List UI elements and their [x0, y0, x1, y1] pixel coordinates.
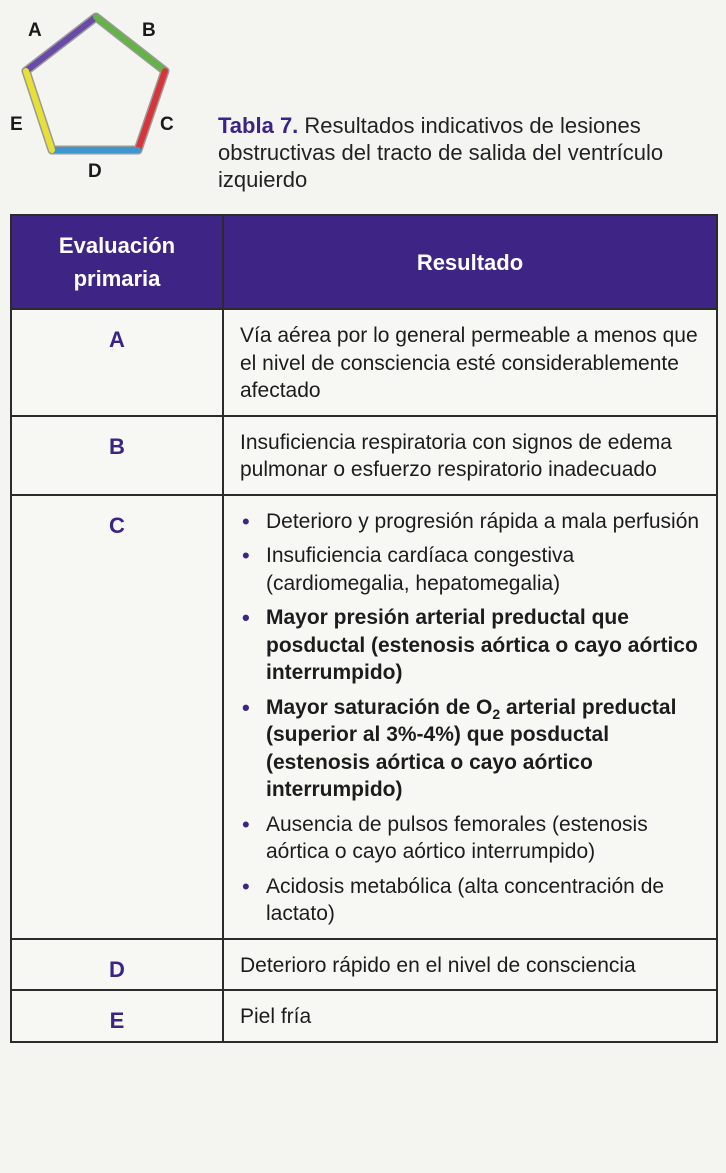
- header-result: Resultado: [223, 215, 717, 309]
- bullet-item: [240, 542, 706, 597]
- row-result-e: Piel fría: [223, 990, 717, 1042]
- pentagon-side-e: [26, 71, 52, 150]
- table-row-a: [11, 309, 717, 416]
- header-primary-evaluation-line1: Evaluación: [58, 233, 176, 258]
- pentagon-side-c: [138, 71, 165, 150]
- bullet-text: [266, 696, 676, 802]
- bullet-text-after: arterial preductal (superior al 3%-4%) que posductal (estenosis aórtica o cayo aórtico interrumpido): [266, 695, 677, 801]
- bullet-item: [240, 694, 706, 804]
- row-letter-c: C: [11, 495, 223, 939]
- table-header-row: [11, 215, 717, 309]
- pentagon-label-e: E: [10, 114, 23, 135]
- bullet-item: [240, 508, 706, 536]
- table-caption-label: Tabla 7.: [218, 113, 299, 138]
- table-caption: [218, 112, 718, 193]
- row-letter-e: E: [11, 990, 223, 1042]
- bullet-item: [240, 604, 706, 687]
- results-table: [10, 214, 718, 1043]
- table-row-e: [11, 990, 717, 1042]
- table-caption-text: Resultados indicativos de lesiones obstructivas del tracto de salida del ventrículo izquierdo: [218, 113, 664, 192]
- header-primary-evaluation-line2: primaria: [73, 266, 161, 291]
- row-letter-d: D: [11, 939, 223, 991]
- bullet-text: Deterioro y progresión rápida a mala perfusión: [266, 509, 700, 533]
- result-c-bullet-list: [240, 508, 706, 928]
- pentagon-label-c: C: [160, 114, 174, 135]
- pals-pentagon-diagram: [0, 0, 200, 190]
- pentagon-label-d: D: [88, 161, 102, 182]
- bullet-dot-icon: •: [242, 543, 250, 568]
- bullet-dot-icon: •: [242, 811, 250, 837]
- row-result-c: [223, 495, 717, 939]
- table-row-c: [11, 495, 717, 939]
- bullet-item: [240, 873, 706, 928]
- row-letter-b: B: [11, 416, 223, 495]
- bullet-dot-icon: •: [242, 605, 250, 630]
- bullet-dot-icon: •: [242, 508, 250, 534]
- bullet-item: [240, 811, 706, 866]
- bullet-dot-icon: •: [242, 694, 250, 720]
- table-row-b: [11, 416, 717, 495]
- bullet-text: Ausencia de pulsos femorales (estenosis aórtica o cayo aórtico interrumpido): [266, 812, 648, 863]
- row-result-b: Insuficiencia respiratoria con signos de edema pulmonar o esfuerzo respiratorio inadecuado: [223, 416, 717, 495]
- bullet-text-before: Mayor saturación de O: [266, 695, 493, 719]
- pentagon-label-a: A: [28, 20, 42, 41]
- row-letter-a: A: [11, 309, 223, 416]
- bullet-text: Acidosis metabólica (alta concentración de lactato): [266, 874, 665, 925]
- pentagon-label-b: B: [142, 20, 156, 41]
- bullet-dot-icon: •: [242, 873, 250, 899]
- row-result-a: Vía aérea por lo general permeable a menos que el nivel de consciencia esté considerablemente afectado: [223, 309, 717, 416]
- header-primary-evaluation: [11, 215, 223, 309]
- bullet-subscript: 2: [492, 705, 501, 722]
- row-result-d: Deterioro rápido en el nivel de consciencia: [223, 939, 717, 991]
- table-row-d: [11, 939, 717, 991]
- bullet-text: Mayor presión arterial preductal que posductal (estenosis aórtica o cayo aórtico interrumpido): [266, 606, 698, 684]
- bullet-text: Insuficiencia cardíaca congestiva (cardiomegalia, hepatomegalia): [266, 544, 575, 595]
